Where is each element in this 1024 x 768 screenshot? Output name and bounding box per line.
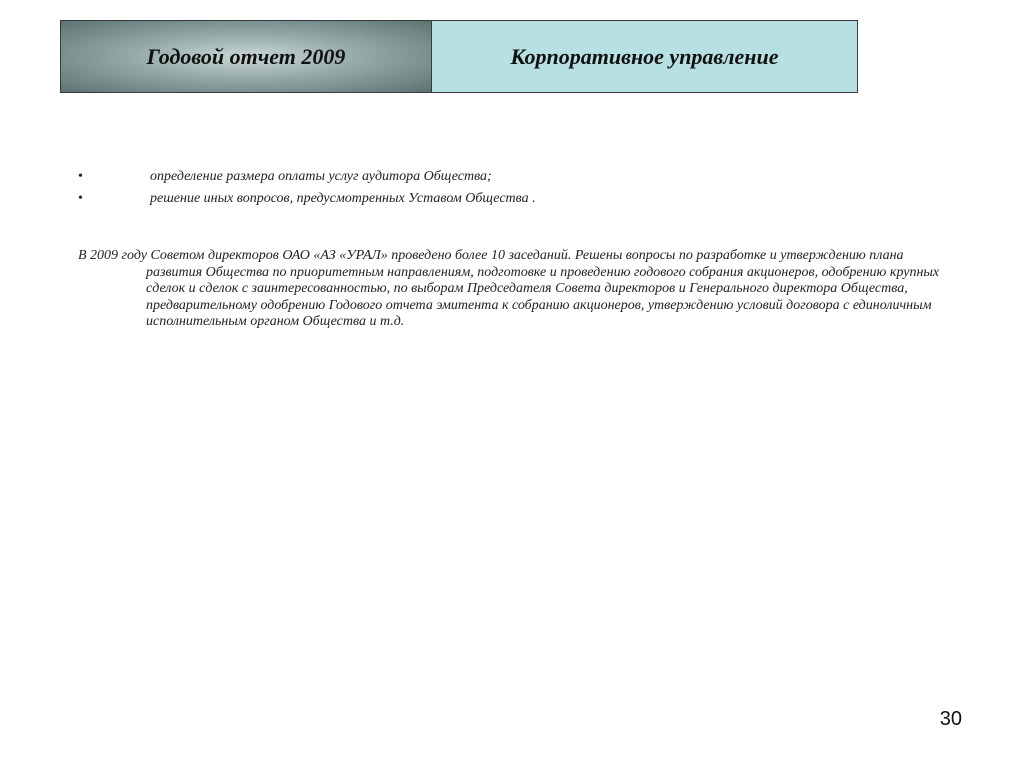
list-item <box>78 190 938 208</box>
board-meetings-paragraph: В 2009 году Советом директоров ОАО «АЗ «УРАЛ» проведено более 10 заседаний. Решены вопросы по разработке и утверждению плана развития Общества по приоритетным направлениям, подготовке и проведению годового собрания акционеров, одобрению крупных сделок и сделок с заинтересованностью, по выборам Председателя Совета директоров и Генерального директора Общества, предварительному одобрению Годового отчета эмитента к собранию акционеров, утверждению условий договора с единоличным исполнительным органом Общества и т.д. <box>78 248 940 329</box>
page-number: 30 <box>939 708 962 730</box>
bullet-text: определение размера оплаты услуг аудитора Общества; <box>150 169 492 184</box>
report-title: Годовой отчет 2009 <box>146 43 346 69</box>
bullet-marker: • <box>78 191 83 206</box>
bullet-list <box>78 168 938 212</box>
bullet-marker: • <box>78 169 83 184</box>
bullet-text: решение иных вопросов, предусмотренных Уставом Общества . <box>150 191 536 206</box>
section-title: Корпоративное управление <box>510 43 779 69</box>
list-item <box>78 168 938 186</box>
header-bar <box>60 20 858 93</box>
header-right-panel <box>432 21 857 92</box>
header-left-panel <box>61 21 432 92</box>
